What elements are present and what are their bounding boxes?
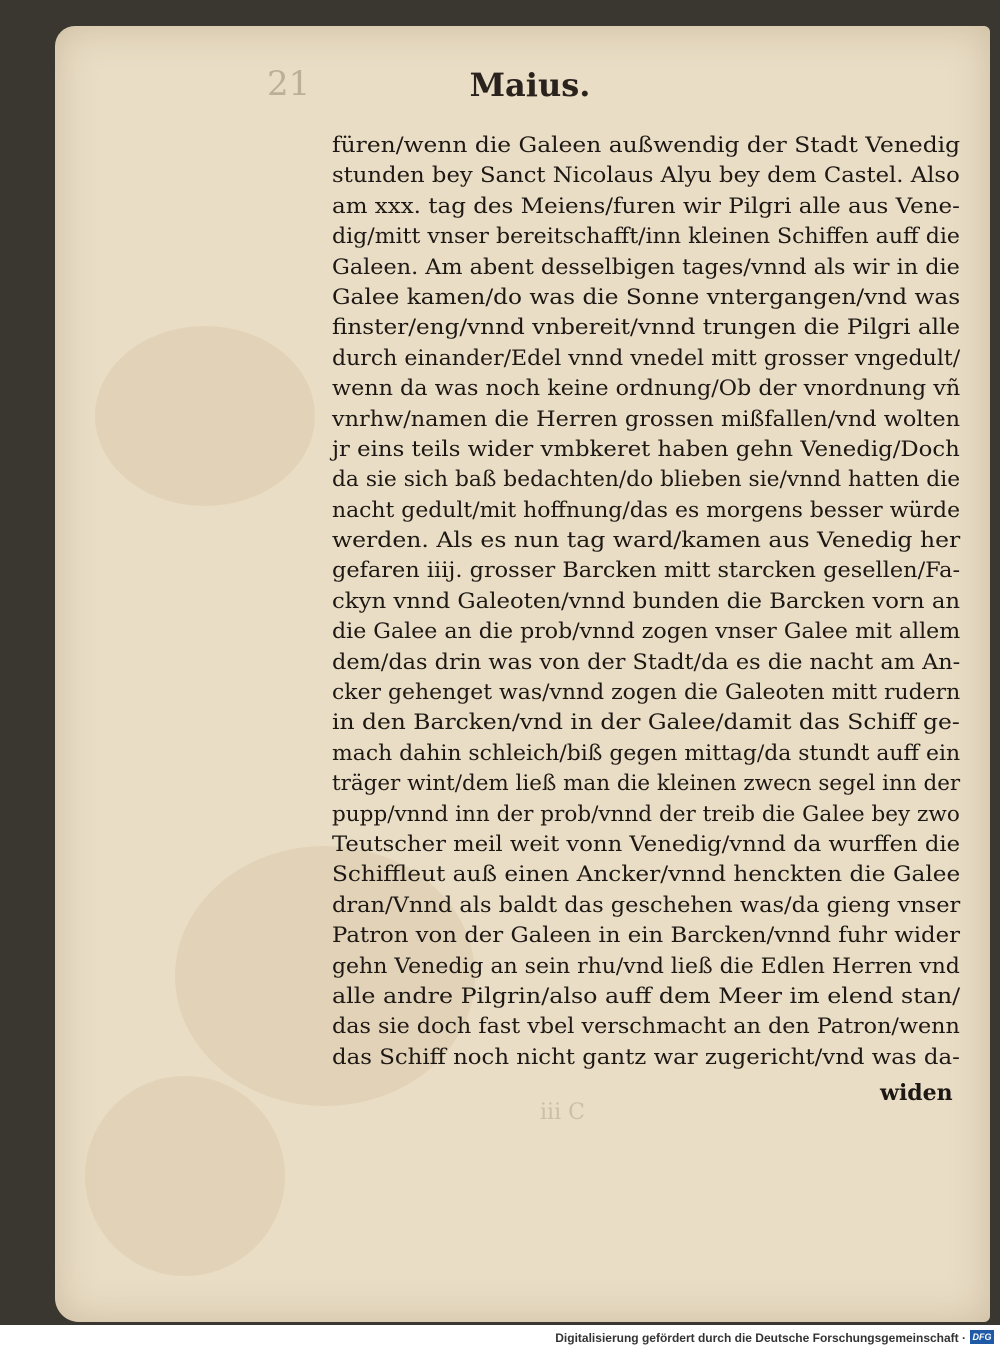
paper-stain: [95, 326, 315, 506]
text-line-content: die Galee an die prob/vnnd zogen vnser Galee mit allem: [332, 619, 961, 644]
text-line: [332, 282, 960, 312]
text-line: [332, 707, 960, 737]
text-line-content: stunden bey Sanct Nicolaus Alyu bey dem Castel. Also: [332, 163, 960, 188]
text-line-content: finster/eng/vnnd vnbereit/vnnd trungen die Pilgri alle: [332, 315, 961, 340]
text-line-content: alle andre Pilgrin/also auff dem Meer im elend stan/: [332, 983, 961, 1008]
text-line-content: füren/wenn die Galeen außwendig der Stadt Venedig: [332, 133, 961, 157]
text-line: [332, 920, 960, 950]
text-line: [332, 1011, 960, 1041]
text-line-content: das sie doch fast vbel verschmacht an den Patron/wenn: [332, 1014, 960, 1039]
text-line-content: ckyn vnnd Galeoten/vnnd bunden die Barcken vorn an: [332, 588, 961, 613]
text-line: [332, 464, 960, 494]
text-line: [332, 738, 960, 768]
text-line: [332, 495, 960, 525]
text-line: [332, 859, 960, 889]
text-line-content: dig/mitt vnser bereitschafft/inn kleinen Schiffen auff die: [332, 224, 960, 249]
text-line: [332, 799, 960, 829]
text-line-content: am xxx. tag des Meiens/furen wir Pilgri alle aus Vene-: [332, 193, 960, 218]
dfg-logo: DFG: [970, 1330, 994, 1344]
text-line: [332, 160, 960, 190]
text-line: [332, 829, 960, 859]
text-line: [332, 252, 960, 282]
text-line-content: Teutscher meil weit vonn Venedig/vnnd da wurffen die: [332, 831, 961, 856]
text-line-content: gefaren iiij. grosser Barcken mitt starcken gesellen/Fa-: [332, 558, 961, 583]
text-line-content: wenn da was noch keine ordnung/Ob der vnordnung vñ: [332, 376, 961, 401]
catchword: widen: [880, 1080, 953, 1106]
text-line-content: mach dahin schleich/biß gegen mittag/da stundt auff ein: [332, 740, 961, 765]
text-line: [332, 647, 960, 677]
bleed-through-text: iii C: [540, 1100, 585, 1125]
text-line-content: Galee kamen/do was die Sonne vntergangen/vnd was: [332, 284, 961, 309]
text-line-content: pupp/vnnd inn der prob/vnnd der treib die Galee bey zwo: [332, 801, 960, 826]
text-line-content: jr eins teils wider vmbkeret haben gehn Venedig/Doch: [332, 436, 960, 461]
text-line-content: das Schiff noch nicht gantz war zugericht/vnd was da-: [332, 1044, 960, 1069]
text-line-content: durch einander/Edel vnnd vnedel mitt grosser vngedult/: [332, 345, 961, 370]
text-line-content: in den Barcken/vnd in der Galee/damit das Schiff ge-: [332, 710, 960, 735]
text-line: [332, 434, 960, 464]
page-number: 21: [267, 64, 311, 104]
text-line-content: nacht gedult/mit hoffnung/das es morgens besser würde: [332, 497, 961, 522]
paper-stain: [85, 1076, 285, 1276]
text-line-content: träger wint/dem ließ man die kleinen zwecn segel inn der: [332, 771, 961, 796]
text-line: [332, 677, 960, 707]
text-line: [332, 312, 960, 342]
text-line: [332, 404, 960, 434]
text-line: [332, 1042, 960, 1072]
text-line: [332, 768, 960, 798]
text-line-content: Patron von der Galeen in ein Barcken/vnnd fuhr wider: [332, 923, 961, 948]
text-line-content: da sie sich baß bedachten/do blieben sie/vnnd hatten die: [332, 467, 961, 492]
text-line: [332, 130, 960, 160]
text-line-content: werden. Als es nun tag ward/kamen aus Venedig her: [332, 528, 961, 553]
text-line-content: Schiffleut auß einen Ancker/vnnd henckten die Galee: [332, 862, 961, 887]
running-head: Maius.: [469, 66, 591, 104]
text-line: [332, 555, 960, 585]
text-line: [332, 890, 960, 920]
text-line-content: vnrhw/namen die Herren grossen mißfallen/vnd wolten: [332, 406, 961, 431]
text-line: [332, 221, 960, 251]
text-line-content: Galeen. Am abent desselbigen tages/vnnd als wir in die: [332, 254, 960, 279]
body-text: [332, 130, 960, 1072]
text-line: [332, 373, 960, 403]
text-line: [332, 981, 960, 1011]
text-line-content: dem/das drin was von der Stadt/da es die nacht am An-: [332, 649, 961, 674]
text-line: [332, 951, 960, 981]
text-line: [332, 343, 960, 373]
text-line: [332, 191, 960, 221]
text-line: [332, 616, 960, 646]
funding-credit: Digitalisierung gefördert durch die Deutsche Forschungsgemeinschaft ·: [555, 1331, 966, 1345]
text-line-content: dran/Vnnd als baldt das geschehen was/da gieng vnser: [332, 892, 961, 917]
text-line: [332, 525, 960, 555]
text-line-content: gehn Venedig an sein rhu/vnd ließ die Edlen Herren vnd: [332, 953, 960, 978]
text-line: [332, 586, 960, 616]
text-line-content: cker gehenget was/vnnd zogen die Galeoten mitt rudern: [332, 680, 961, 705]
